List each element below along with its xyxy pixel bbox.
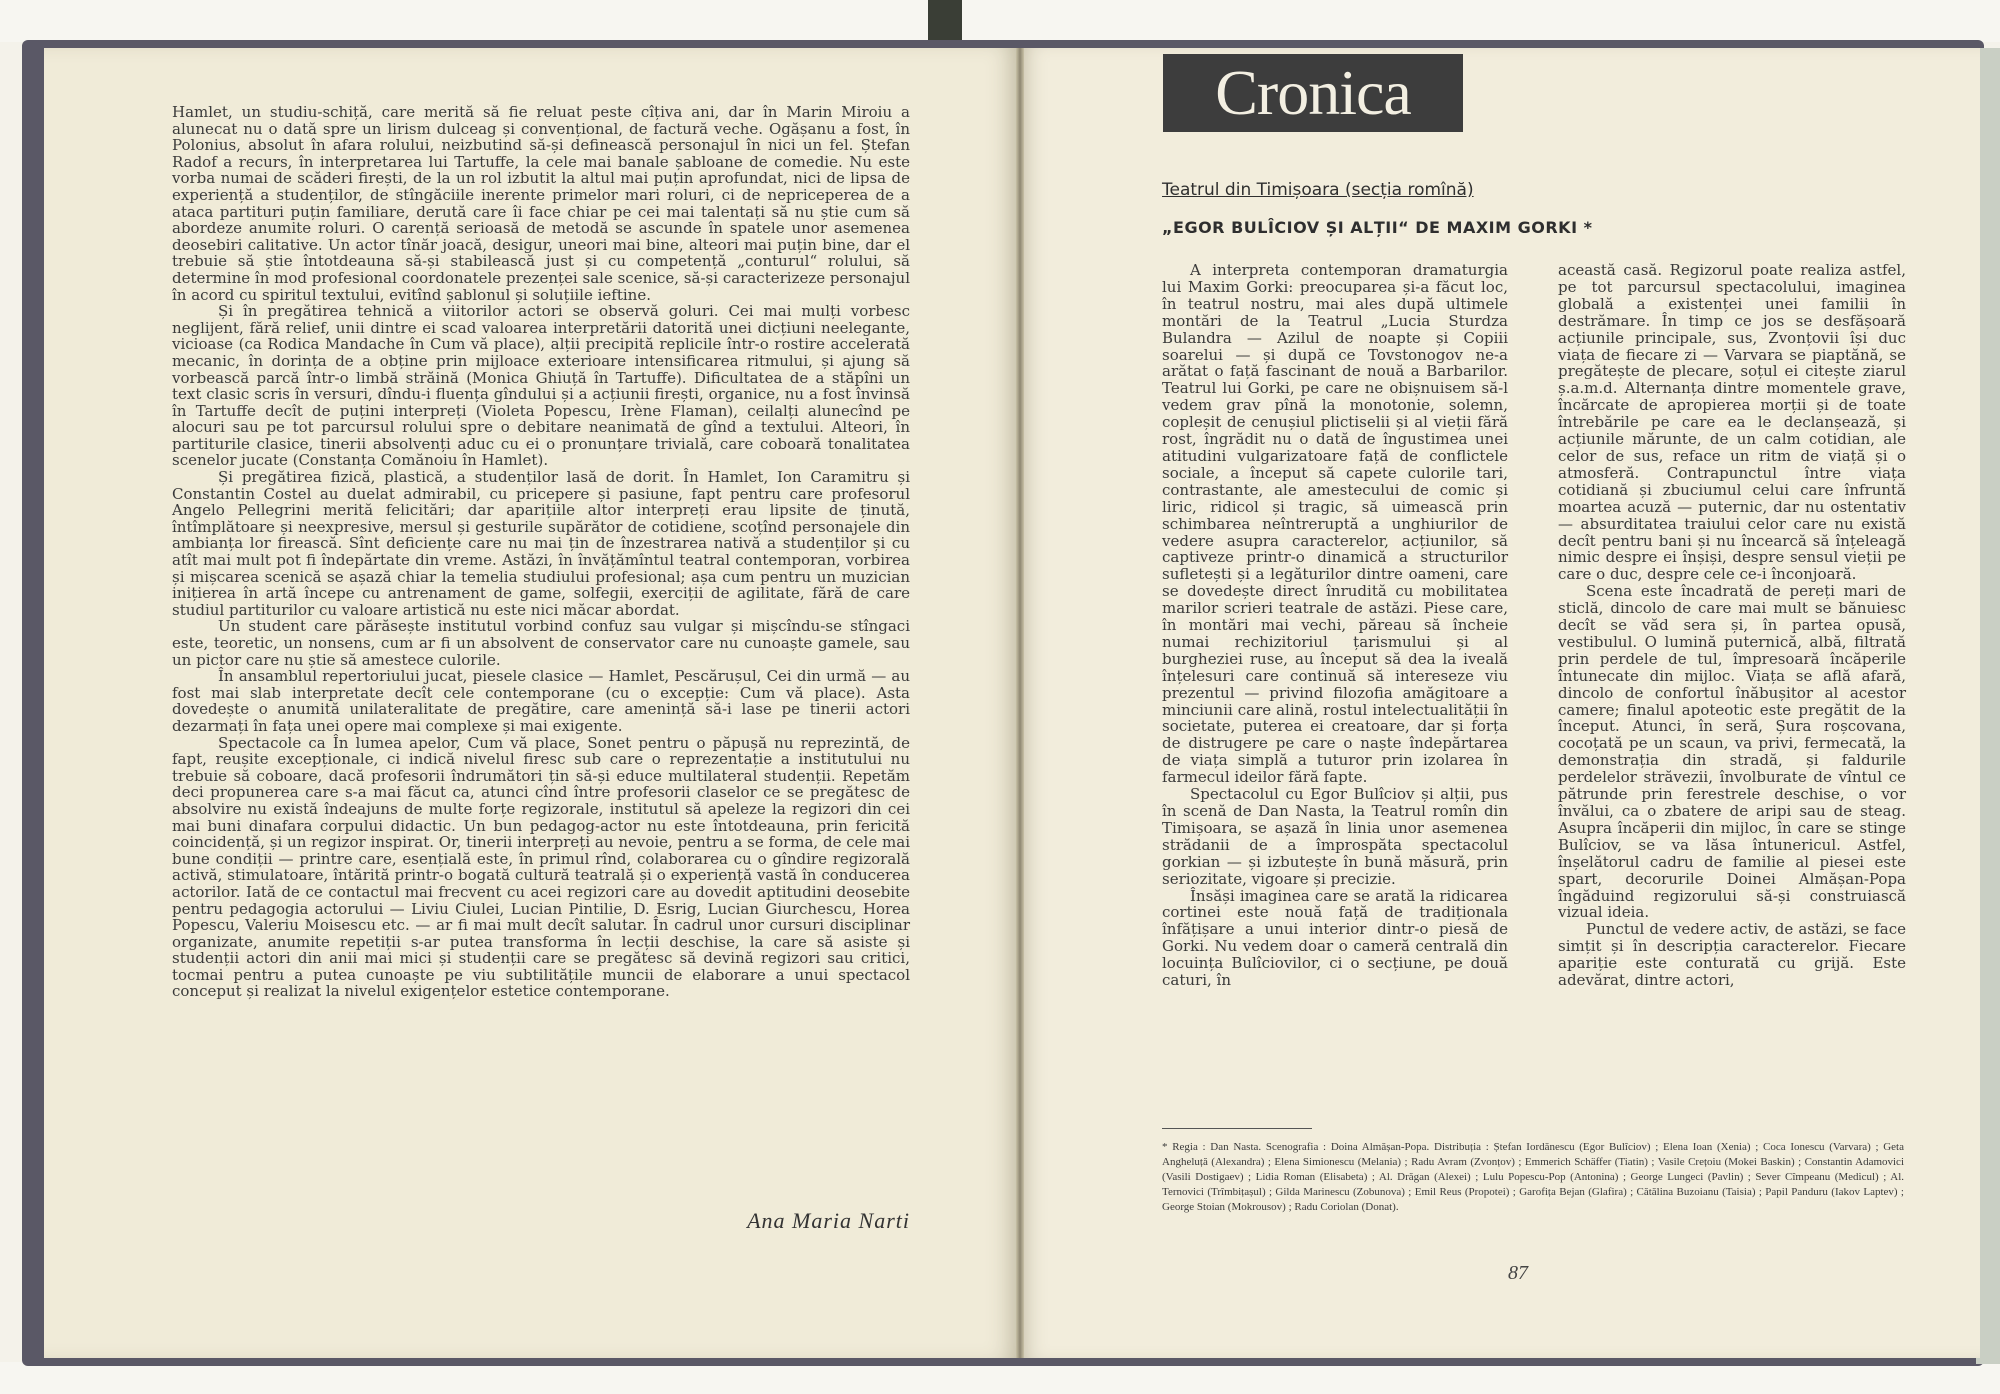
paragraph: Însăși imaginea care se arată la ridicarea cortinei este nouă față de tradiționala înfățișare a unui interior dintr-o piesă de Gorki. Nu vedem doar o cameră centrală din locuința Bulîciovilor, ci o secțiune, pe două caturi, în bbox=[1162, 886, 1508, 990]
paragraph: Punctul de vedere activ, de astăzi, se face simțit și în descripția caracterelor. Fiecare apariție este conturată cu grijă. Este adevărat, dintre actori, bbox=[1558, 920, 1906, 990]
left-page-body bbox=[172, 104, 910, 1000]
paragraph: Hamlet, un studiu-schiță, care merită să fie reluat peste cîțiva ani, dar în Marin Miroiu a alunecat nu o dată spre un lirism dulceag și convențional, de factură veche. Ogășanu a fost, în Polonius, absolut în afara rolului, neizbutind să-și definească personajul în nici un fel. Ștefan Radof a recurs, în interpretarea lui Tartuffe, la cele mai banale șabloane de comedie. Nu este vorba numai de scăderi firești, de la un rol izbutit la altul mai puțin aprofundat, nici de lipsa de experiență a studenților, de stîngăciile inerente primelor mari roluri, ci de nepriceperea de a ataca partituri puțin familiare, derută care îi face chiar pe cei mai talentați să nu știe cum să abordeze anumite roluri. O carență serioasă de metodă se ascunde în spatele unor asemenea deosebiri calitative. Un actor tînăr joacă, desigur, uneori mai bine, alteori mai puțin bine, dar el trebuie să știe întotdeauna să-și stabilească just și cu competență „conturul“ rolului, să determine în mod profesional coordonatele prezenței sale scenice, să-și caracterizeze personajul în acord cu spiritul textului, evitînd șablonul și soluțiile ieftine. bbox=[172, 103, 910, 304]
book-gutter bbox=[1016, 48, 1024, 1358]
footnote-divider bbox=[1162, 1128, 1312, 1129]
paragraph: Și pregătirea fizică, plastică, a studenților lasă de dorit. În Hamlet, Ion Caramitru și Constantin Costel au duelat admirabil, cu pricepere și pasiune, fapt pentru care profesorul Angelo Pellegrini merită felicitări; dar aparițiile altor interpreți erau lipsite de ținută, întîmplătoare și neexpresive, mersul și gesturile supărător de cotidiene, scoțînd personajele din ambianța lor firească. Sînt deficiențe care nu mai țin de înzestrarea nativă a studenților și cu atît mai mult pot fi îndepărtate din vreme. Astăzi, în învățămîntul teatral contemporan, vorbirea și mișcarea scenică se așază chiar la temelia studiului profesional; așa cum pentru un muzician inițierea în artă începe cu antrenament de game, solfegii, exerciții de agilitate, fără de care studiul partiturilor cu valoare artistică nu este nici măcar abordat. bbox=[172, 468, 910, 619]
article-column-right bbox=[1558, 262, 1906, 989]
paragraph: Scena este încadrată de pereți mari de sticlă, dincolo de care mai mult se bănuiesc decît se văd sera și, în partea opusă, vestibulul. O lumină puternică, albă, filtrată prin perdele de tul, împresoară încăperile întunecate din mijloc. Viața se află afară, dincolo de confortul înăbușitor al acestor camere; finalul apoteotic este pregătit de la început. Atunci, în seră, Șura roșcovana, cocoțată pe un scaun, va privi, fermecată, la demonstrația din stradă, și faldurile perdelelor străvezii, învolburate de vîntul ce pătrunde prin ferestrele deschise, o vor învălui, ca o zbatere de aripi sau de steag. Asupra încăperii din mijloc, în care se stinge Bulîciov, se va lăsa întunericul. Astfel, înșelătorul cadru de familie al piesei este spart, decorurile Doinei Almășan-Popa îngăduind regizorului să-și construiască vizual ideia. bbox=[1558, 582, 1906, 922]
author-signature: Ana Maria Narti bbox=[747, 1208, 910, 1233]
section-banner: Cronica bbox=[1163, 54, 1463, 132]
page-number: 87 bbox=[1508, 1262, 1528, 1284]
section-subtitle: Teatrul din Timișoara (secția romînă) bbox=[1162, 180, 1474, 200]
paragraph: A interpreta contemporan dramaturgia lui Maxim Gorki: preocuparea și-a făcut loc, în teatrul nostru, mai ales după ultimele montări de la Teatrul „Lucia Sturdza Bulandra — Azilul de noapte și Copiii soarelui — și după ce Tovstonogov ne-a arătat o față fascinant de nouă a Barbarilor. Teatrul lui Gorki, pe care ne obișnuisem să-l vedem grav pînă la monotonie, solemn, copleșit de cenușiul plictiselii și al vieții fără rost, îngrădit nu o dată de îngustimea unei atitudini vulgarizatoare față de conflictele sociale, a început să capete culorile tari, contrastante, ale amestecului de comic și liric, ridicol și tragic, să uimească prin schimbarea neîntreruptă a unghiurilor de vedere asupra caracterelor, acțiunilor, să captiveze printr-o dinamică a structurilor sufletești și a legăturilor dintre oameni, care se dovedește direct înrudită cu mobilitatea marilor scrieri teatrale de astăzi. Piese care, în montări mai vechi, păreau să încheie numai rechizitoriul țarismului și al burgheziei ruse, au început să dea la iveală înțelesuri care continuă să intereseze viu prezentul — privind filozofia amăgitoare a minciunii care alină, rostul intelectualității în societate, puterea ei creatoare, dar și forța de distrugere pe care o naște îndepărtarea de viața simplă a tuturor prin izolarea în farmecul ideilor fără fapte. bbox=[1162, 261, 1508, 787]
paragraph: Spectacolul cu Egor Bulîciov și alții, pus în scenă de Dan Nasta, la Teatrul romîn din Timișoara, se așază în linia unor asemenea strădanii de a împrospăta spectacolul gorkian — și izbutește în bună măsură, prin seriozitate, vigoare și precizie. bbox=[1162, 785, 1508, 888]
article-title: „EGOR BULÎCIOV ȘI ALȚII“ DE MAXIM GORKI * bbox=[1162, 218, 1593, 237]
paragraph: această casă. Regizorul poate realiza astfel, pe tot parcursul spectacolului, imaginea globală a existenței unei familii în destrămare. În timp ce jos se desfășoară acțiunile principale, sus, Zvonțovii își duc viața de fiecare zi — Varvara se piaptănă, se pregătește de plecare, soțul ei citește ziarul ș.a.m.d. Alternanța dintre momentele grave, încărcate de apropierea morții și de toate întrebările pe care ea le declanșează, și acțiunile mărunte, de un calm cotidian, ale celor de sus, reface un ritm de viață și o atmosferă. Contrapunctul între viața cotidiană și zbuciumul celui care înfruntă moartea acuză — puternic, dar nu ostentativ — absurditatea traiului celor care nu există decît pentru bani și nu încearcă să înțeleagă nimic despre ei înșiși, despre sensul vieții pe care o duc, despre cele ce-i înconjoară. bbox=[1558, 261, 1906, 584]
background-surface-top bbox=[0, 0, 2000, 42]
paragraph: În ansamblul repertoriului jucat, piesele clasice — Hamlet, Pescărușul, Cei din urmă — au fost mai slab interpretate decît cele contemporane (cu o excepție: Cum vă place). Asta dovedește o anumită unilateralitate de pregătire, care amenință să-i lase pe tinerii actori dezarmați în fața unei opere mai complexe și mai exigente. bbox=[172, 667, 910, 735]
paragraph: Și în pregătirea tehnică a viitorilor actori se observă goluri. Cei mai mulți vorbesc neglijent, fără relief, unii dintre ei scad valoarea interpretării datorită unei dicțiuni neelegante, vicioase (ca Rodica Mandache în Cum vă place), alții precipită replicile într-o rostire accelerată mecanic, în dorința de a obține prin mijloace exterioare intensificarea ritmului, și ajung să vorbească parcă într-o limbă străină (Monica Ghiuță în Tartuffe). Dificultatea de a stăpîni un text clasic scris în versuri, dîndu-i fluența gîndului și a acțiunii firești, organice, nu a fost învinsă în Tartuffe decît de puțini interpreți (Violeta Popescu, Irène Flaman), ceilalți alunecînd pe alocuri sau pe tot parcursul rolului spre o debitare neanimată de gînd a textului. Alteori, în partiturile clasice, tinerii absolvenți aduc cu ei o pronunțare trivială, care coboară tonalitatea scenelor jucate (Constanța Comănoiu în Hamlet). bbox=[172, 302, 910, 470]
footnote: * Regia : Dan Nasta. Scenografia : Doina Almășan-Popa. Distribuția : Ștefan Iordănescu (Egor Bulîciov) ; Elena Ioan (Xenia) ; Coca Ionescu (Varvara) ; Geta Angheluță (Alexandra) ; Elena Simionescu (Melania) ; Radu Avram (Zvonțov) ; Emmerich Schäffer (Tiatin) ; Vasile Crețoiu (Mokei Baskin) ; Constantin Adamovici (Vasili Dostigaev) ; Lidia Roman (Elisabeta) ; Al. Drăgan (Alexei) ; Lulu Popescu-Pop (Antonina) ; George Lungeci (Pavlin) ; Sever Cîmpeanu (Medicul) ; Al. Ternovici (Trîmbițașul) ; Gilda Marinescu (Zobunova) ; Emil Reus (Propotei) ; Garofița Bejan (Glafira) ; Cătălina Buzoianu (Taisia) ; Papil Panduru (Iakov Laptev) ; George Stoian (Mokrousov) ; Radu Coriolan (Donat). bbox=[1162, 1141, 1904, 1213]
article-column-left bbox=[1162, 262, 1508, 989]
paragraph: Spectacole ca În lumea apelor, Cum vă place, Sonet pentru o păpușă nu reprezintă, de fapt, reușite excepționale, ci indică nivelul firesc sub care o reprezentație a institutului nu trebuie să coboare, dacă profesorii îndrumători țin să-și educe multilateral studenții. Repetăm deci propunerea care s-a mai făcut ca, atunci cînd între profesorii claselor ce se pregătesc de absolvire nu există îndeajuns de multe forțe regizorale, institutul să apeleze la regizori din cei mai buni dinafara corpului didactic. Un bun pedagog-actor nu este întotdeauna, prin fericită coincidență, și un regizor inspirat. Or, tinerii interpreți au nevoie, pentru a se forma, de cele mai bune condiții — printre care, esențială este, în primul rînd, colaborarea cu o gîndire regizorală activă, stimulatoare, întărită printr-o bogată cultură teatrală și o experiență vastă în conducerea actorilor. Iată de ce contactul mai frecvent cu acei regizori care au dovedit aptitudini deosebite pentru pedagogia actorului — Liviu Ciulei, Lucian Pintilie, D. Esrig, Lucian Giurchescu, Horea Popescu, Valeriu Moisescu etc. — ar fi mai mult decît salutar. În cadrul unor cursuri disciplinar organizate, anumite repetiții s-ar putea transforma în lecții deschise, la care să asiste și studenții actori din anii mai mici și studenții care se pregătesc să devină regizori sau critici, tocmai pentru a putea cunoaște pe viu subtilitățile muncii de elaborare a unui spectacol conceput și realizat la nivelul exigențelor estetice contemporane. bbox=[172, 733, 910, 1001]
background-surface-bottom bbox=[0, 1362, 2000, 1394]
paragraph: Un student care părăsește institutul vorbind confuz sau vulgar și mișcîndu-se stîngaci este, teoretic, un nonsens, cum ar fi un absolvent de conservator care nu cunoaște gamele, sau un pictor care nu știe să amestece culorile. bbox=[172, 617, 910, 669]
